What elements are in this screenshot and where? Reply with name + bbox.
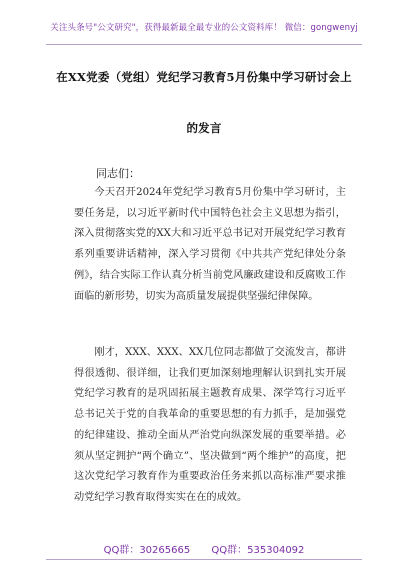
body-paragraph-1: 今天召开2024年党纪学习教育5月份集中学习研讨，主要任务是，以习近平新时代中国特色社会主义思想为指引，深入贯彻落实党的XX大和习近平总书记对开展党纪学习教育系列重要讲话精神，深入学习贯彻《中共共产党纪律处分条例》，结合实际工作认真分析当前党风廉政建设和反腐败工作面临的新形势，切实为高质量发展提供坚强纪律保障。: [74, 187, 346, 302]
salutation: 同志们：: [96, 167, 140, 180]
footer-divider: [46, 559, 362, 560]
promo-banner[interactable]: 关注头条号"公文研究"，获得最新最全最专业的公文资料库！ 微信：gongwenyj: [50, 23, 358, 33]
qq-group-2[interactable]: QQ群：535304092: [211, 545, 305, 556]
qq-group-1[interactable]: QQ群：30265665: [103, 545, 191, 556]
document-title-line-1: 在XX党委（党组）党纪学习教育5月份集中学习研讨会上: [56, 70, 352, 84]
header-divider: [46, 44, 362, 45]
document-title-line-2: 的发言: [186, 121, 222, 135]
body-paragraph-2: 刚才，XXX、XXX、XX几位同志都做了交流发言，都讲得很透彻、很详细，让我们更加深刻地理解认识到扎实开展党纪学习教育的是巩固拓展主题教育成果、深学笃行习近平总书记关于党的自我革命的重要思想的有力抓手，是加强党的纪律建设、推动全面从严治党向纵深发展的重要举措。必须从坚定拥护“两个确立”、坚决做到“两个维护”的高度，把这次党纪学习教育作为重要政治任务来抓以高标准严要求推动党纪学习教育取得实实在在的成效。: [74, 347, 346, 503]
footer-contacts: [0, 541, 408, 556]
